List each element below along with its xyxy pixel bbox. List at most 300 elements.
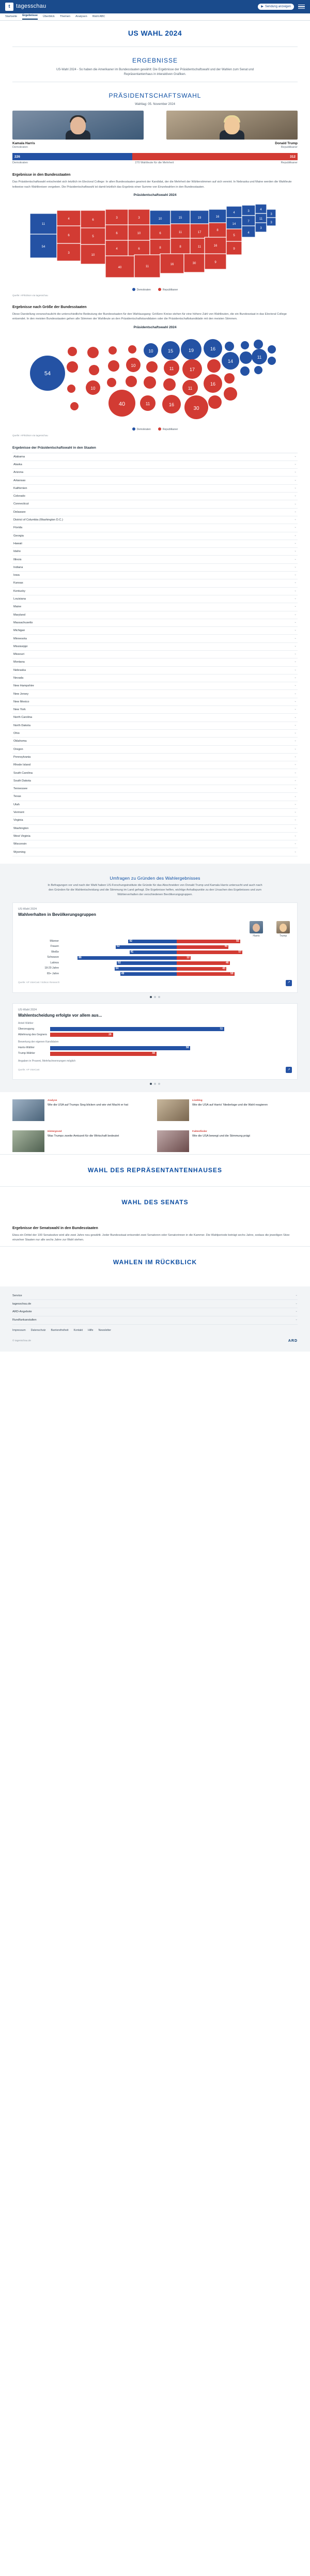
chevron-down-icon[interactable]: ⌄ [295, 1318, 298, 1322]
electoral-bar-rep: 312 [132, 153, 298, 160]
ard-logo: ARD [288, 1339, 298, 1343]
chevron-down-icon[interactable]: ⌄ [294, 850, 297, 853]
nav-item-wahlabc[interactable]: Wahl ABC [92, 14, 105, 18]
chevron-down-icon[interactable]: ⌄ [294, 612, 297, 616]
survey-section [0, 864, 310, 1092]
group-bar-dem-wrap [61, 956, 177, 960]
chevron-down-icon[interactable]: ⌄ [294, 731, 297, 735]
share-icon[interactable]: ↗ [286, 980, 292, 986]
svg-text:4: 4 [233, 211, 235, 214]
nav-item-analysen[interactable]: Analysen [75, 14, 87, 18]
state-name: Alabama [13, 455, 25, 458]
state-list [12, 453, 298, 856]
chevron-down-icon[interactable]: ⌄ [294, 668, 297, 671]
svg-text:11: 11 [145, 265, 149, 268]
footer-row[interactable] [12, 1308, 298, 1316]
state-row[interactable] [12, 714, 298, 722]
svg-text:4: 4 [68, 217, 70, 221]
card-candidate-heads [18, 921, 292, 938]
state-row[interactable] [12, 509, 298, 516]
chevron-down-icon[interactable]: ⌄ [294, 818, 297, 822]
bubble-svg [12, 331, 298, 426]
chevron-down-icon[interactable]: ⌄ [294, 478, 297, 482]
state-name: Iowa [13, 574, 20, 577]
brand[interactable] [5, 3, 46, 11]
teaser-thumbnail [157, 1130, 189, 1152]
bar-fill: 44 [50, 1052, 157, 1056]
group-bar-dem-wrap [61, 940, 177, 943]
state-row[interactable] [12, 540, 298, 548]
group-bar-dem-wrap [61, 967, 177, 971]
chevron-down-icon[interactable]: ⌄ [294, 692, 297, 695]
footer-link[interactable]: Hilfe [88, 1328, 94, 1332]
footer-link[interactable]: Newsletter [98, 1328, 112, 1332]
state-row[interactable] [12, 761, 298, 769]
nav-item-startseite[interactable]: Startseite [5, 14, 18, 18]
chevron-down-icon[interactable]: ⌄ [294, 739, 297, 743]
house-section [0, 1154, 310, 1186]
svg-text:16: 16 [213, 244, 218, 248]
group-bars [61, 972, 292, 976]
chevron-down-icon[interactable]: ⌄ [294, 771, 297, 774]
nav-item-ergebnisse[interactable]: Ergebnisse [22, 14, 38, 20]
chevron-down-icon[interactable]: ⌄ [294, 605, 297, 608]
footer-row[interactable] [12, 1316, 298, 1325]
state-row[interactable] [12, 746, 298, 754]
chevron-down-icon[interactable]: ⌄ [294, 810, 297, 814]
chevron-down-icon[interactable]: ⌄ [294, 684, 297, 687]
chevron-down-icon[interactable]: ⌄ [294, 802, 297, 806]
chevron-down-icon[interactable]: ⌄ [294, 533, 297, 537]
svg-text:17: 17 [189, 367, 195, 373]
state-row[interactable] [12, 627, 298, 635]
group-row [18, 950, 292, 955]
group-row [18, 956, 292, 960]
candidate-party: Demokraten [12, 146, 28, 149]
motivation-chart-1 [18, 1027, 292, 1037]
us-choropleth-map[interactable] [12, 199, 298, 287]
state-name: District of Columbia (Washington D.C.) [13, 518, 63, 522]
card-footer [18, 980, 292, 986]
chevron-down-icon[interactable]: ⌄ [294, 699, 297, 703]
state-name: Vermont [13, 811, 24, 815]
teaser-title: Was Trumps zweite Amtszeit für die Wirtschaft bedeutet [48, 1134, 119, 1138]
chevron-down-icon[interactable]: ⌄ [295, 1293, 298, 1297]
state-row[interactable] [12, 611, 298, 619]
map-title: Ergebnisse in den Bundesstaaten [12, 173, 71, 177]
footer-links [12, 1329, 298, 1333]
logo-icon: t [5, 3, 13, 11]
footer-row[interactable] [12, 1300, 298, 1308]
top-bar [0, 0, 310, 13]
presidential-heading: PRÄSIDENTSCHAFTSWAHL [109, 91, 202, 99]
map-source: Quelle: AP/Edison via tagesschau [12, 294, 48, 297]
video-pill[interactable] [258, 4, 294, 10]
bar-row [18, 1027, 292, 1031]
group-bar-rep-wrap [177, 972, 292, 976]
bar-legend-right: Republikaner [281, 161, 298, 165]
svg-text:10: 10 [90, 386, 96, 391]
state-name: South Dakota [13, 779, 31, 783]
group-bar-rep: 57 [177, 950, 242, 954]
retrospect-section [0, 1246, 310, 1278]
state-name: Nebraska [13, 668, 26, 672]
state-name: Tennessee [13, 787, 28, 791]
state-name: West Virginia [13, 834, 30, 838]
bar-fill: 26 [50, 1033, 113, 1037]
svg-text:17: 17 [197, 231, 202, 234]
group-bars [61, 950, 292, 954]
state-row[interactable] [12, 556, 298, 563]
footer-row-label: Rundfunkanstalten [12, 1318, 37, 1322]
top-bar-right [258, 4, 305, 10]
results-heading: ERGEBNISSE [132, 57, 178, 65]
svg-text:30: 30 [193, 406, 199, 412]
group-row [18, 940, 292, 944]
group-bar-rep-wrap [177, 945, 292, 949]
chevron-down-icon[interactable]: ⌄ [294, 463, 297, 466]
main-nav [0, 13, 310, 21]
svg-text:3: 3 [270, 212, 272, 216]
footer-link[interactable]: Kontakt [73, 1328, 83, 1332]
chevron-down-icon[interactable]: ⌄ [294, 573, 297, 577]
state-name: Delaware [13, 510, 26, 514]
survey-intro: In Befragungen vor und nach der Wahl haben US-Forschungsinstitute die Gründe für das Abschneiden von Donald Trump und Kamala Harris untersucht und auch nach den Gründen für die Wahlentscheidung und die Stimmung im Land gefragt. Die Ergebnisse helfen, wichtige Anhaltspunkte zu den Ursachen des Ergebnisses und zum Wählerverhalten der verschiedenen Bevölkerungsgruppen. [48, 884, 262, 896]
state-name: Illinois [13, 558, 22, 561]
bubble-source: Quelle: AP/Edison via tagesschau [12, 434, 48, 437]
carousel-dots[interactable] [0, 996, 310, 998]
state-row[interactable] [12, 722, 298, 730]
teaser-title: Wie die USA auf Harris' Niederlage und die Wahl reagieren [192, 1103, 268, 1107]
footer-link[interactable]: Barrierefreiheit [51, 1328, 69, 1332]
group-bar-dem-wrap [61, 945, 177, 949]
nav-item-themen[interactable]: Themen [59, 14, 71, 18]
bar-legend-left: Demokraten [12, 161, 28, 165]
chevron-down-icon[interactable]: ⌄ [294, 755, 297, 759]
brand-name: tagesschau [16, 3, 47, 10]
group-bar-rep: 55 [177, 940, 240, 943]
copyright: © tagesschau.de [12, 1339, 32, 1342]
footer-link[interactable]: Impressum [12, 1328, 26, 1332]
svg-text:3: 3 [68, 251, 70, 255]
chevron-down-icon[interactable]: ⌄ [294, 526, 297, 529]
chevron-down-icon[interactable]: ⌄ [295, 1310, 298, 1313]
teaser-item[interactable] [12, 1130, 153, 1152]
teaser-thumbnail [12, 1099, 44, 1121]
state-row[interactable] [12, 564, 298, 572]
state-row[interactable] [12, 658, 298, 666]
chevron-down-icon[interactable]: ⌄ [294, 597, 297, 601]
bubble-legend [0, 427, 310, 432]
state-row[interactable] [12, 500, 298, 508]
share-icon[interactable]: ↗ [286, 1067, 292, 1073]
group-bar-dem: 41 [130, 950, 177, 954]
svg-text:16: 16 [170, 263, 174, 266]
state-name: Ohio [13, 732, 20, 735]
group-bar-dem: 86 [78, 956, 177, 960]
candidate-photo [12, 111, 144, 140]
chevron-down-icon[interactable]: ⌄ [294, 826, 297, 830]
chevron-down-icon[interactable]: ⌄ [294, 763, 297, 766]
state-name: Kalifornien [13, 486, 27, 490]
state-row[interactable] [12, 754, 298, 761]
group-bar-rep: 46 [177, 961, 230, 965]
group-bar-dem: 49 [120, 972, 177, 976]
chevron-down-icon[interactable]: ⌄ [294, 794, 297, 798]
group-bars [61, 940, 292, 943]
results-intro: US-Wahl 2024 - So haben die Amerikaner im Bundesstaaten gewählt: Die Ergebnisse der Präsidentschaftswahl und der Wahlen zum Senat und Repräsentantenhaus in interaktiven Grafiken. [56, 68, 254, 76]
state-name: Nevada [13, 676, 24, 680]
chevron-down-icon[interactable]: ⌄ [294, 557, 297, 561]
chevron-down-icon[interactable]: ⌄ [294, 470, 297, 474]
teaser-item[interactable] [157, 1099, 298, 1121]
bar-row [18, 1052, 292, 1056]
group-bar-rep-wrap [177, 950, 292, 954]
map-svg [12, 199, 298, 287]
chevron-down-icon[interactable]: ⌄ [294, 660, 297, 664]
chevron-down-icon[interactable]: ⌄ [294, 652, 297, 656]
state-row[interactable] [12, 453, 298, 461]
svg-text:3: 3 [247, 209, 250, 213]
presidential-subheading: Wahltag: 05. November 2024 [135, 103, 175, 106]
svg-text:11: 11 [257, 355, 262, 360]
state-row[interactable] [12, 840, 298, 848]
state-row[interactable] [12, 579, 298, 587]
chevron-down-icon[interactable]: ⌄ [294, 510, 297, 513]
state-row[interactable] [12, 588, 298, 595]
svg-text:16: 16 [210, 381, 216, 387]
map-legend [0, 288, 310, 292]
mini-head-trump [276, 921, 290, 938]
mini-head-label: Trump [279, 934, 287, 938]
map-caption: Präsidentschaftswahl 2024 [133, 193, 177, 197]
carousel-dots-2[interactable] [0, 1083, 310, 1085]
chevron-down-icon[interactable]: ⌄ [294, 842, 297, 846]
state-row[interactable] [12, 485, 298, 493]
chevron-down-icon[interactable]: ⌄ [294, 747, 297, 750]
state-row[interactable] [12, 738, 298, 745]
state-name: Kentucky [13, 589, 26, 593]
state-row[interactable] [12, 777, 298, 785]
svg-text:16: 16 [215, 215, 220, 219]
bar-fill: 58 [50, 1046, 190, 1050]
groups-chart [18, 940, 292, 976]
state-name: Georgia [13, 534, 24, 538]
chevron-down-icon[interactable]: ⌄ [295, 1301, 298, 1305]
state-row[interactable] [12, 532, 298, 540]
state-row[interactable] [12, 809, 298, 817]
chevron-down-icon[interactable]: ⌄ [294, 715, 297, 719]
state-row[interactable] [12, 651, 298, 658]
card-footer [18, 1067, 292, 1073]
state-row[interactable] [12, 698, 298, 706]
group-row [18, 945, 292, 949]
chevron-down-icon[interactable]: ⌄ [294, 565, 297, 569]
svg-text:14: 14 [227, 359, 234, 364]
footer-row-label: tagesschau.de [12, 1302, 32, 1306]
teaser-thumbnail [157, 1099, 189, 1121]
footer-row-label: Service [12, 1294, 22, 1297]
svg-text:4: 4 [260, 208, 262, 211]
mini-head-label: Harris [253, 934, 260, 938]
state-row[interactable] [12, 825, 298, 833]
group-bars [61, 945, 292, 949]
state-name: New Jersey [13, 692, 29, 696]
teaser-kicker: Faktenfinder [192, 1130, 207, 1133]
state-row[interactable] [12, 477, 298, 484]
chevron-down-icon[interactable]: ⌄ [294, 486, 297, 489]
state-row[interactable] [12, 690, 298, 698]
chevron-down-icon[interactable]: ⌄ [294, 518, 297, 522]
chevron-down-icon[interactable]: ⌄ [294, 581, 297, 585]
teaser-item[interactable] [12, 1099, 153, 1121]
senate-block-title: Ergebnisse der Senatswahl in den Bundesstaaten [12, 1226, 98, 1230]
state-name: Texas [13, 795, 21, 799]
svg-text:16: 16 [168, 402, 175, 408]
us-bubble-map[interactable] [12, 331, 298, 426]
svg-text:3: 3 [116, 216, 118, 220]
chevron-down-icon[interactable]: ⌄ [294, 644, 297, 648]
state-name: South Carolina [13, 771, 33, 775]
card-kicker: US-Wahl 2024 [18, 907, 37, 911]
footer-link[interactable]: Datenschutz [30, 1328, 46, 1332]
footer-row[interactable] [12, 1292, 298, 1300]
state-row[interactable] [12, 801, 298, 809]
state-row[interactable] [12, 848, 298, 856]
state-name: New York [13, 708, 26, 712]
electoral-bar-dem: 226 [12, 153, 132, 160]
chevron-down-icon[interactable]: ⌄ [294, 454, 297, 458]
motivation-chart-2 [18, 1046, 292, 1056]
state-row[interactable] [12, 706, 298, 714]
state-name: Virginia [13, 819, 23, 822]
card-source: Quelle: AP VoteCast [18, 1068, 40, 1071]
state-row[interactable] [12, 833, 298, 840]
state-name: Arizona [13, 471, 23, 474]
state-row[interactable] [12, 674, 298, 682]
state-row[interactable] [12, 643, 298, 651]
group-label: Schwarze [47, 956, 59, 959]
teaser-row-1 [0, 1092, 310, 1123]
senate-section [0, 1186, 310, 1218]
state-row[interactable] [12, 572, 298, 579]
svg-text:54: 54 [44, 371, 51, 377]
svg-text:11: 11 [41, 222, 45, 226]
state-row[interactable] [12, 817, 298, 824]
group-label: Weiße [51, 950, 59, 954]
chevron-down-icon[interactable]: ⌄ [294, 708, 297, 711]
hamburger-icon[interactable] [298, 5, 305, 9]
nav-item-ueberblick[interactable]: Überblick [42, 14, 55, 18]
svg-text:8: 8 [216, 228, 219, 232]
state-row[interactable] [12, 469, 298, 477]
state-row[interactable] [12, 516, 298, 524]
chevron-down-icon[interactable]: ⌄ [294, 676, 297, 680]
svg-text:40: 40 [118, 401, 126, 408]
group-bar-dem: 54 [115, 967, 177, 971]
chevron-down-icon[interactable]: ⌄ [294, 636, 297, 640]
group-label: Frauen [50, 945, 59, 948]
chevron-down-icon[interactable]: ⌄ [294, 778, 297, 782]
state-name: Wisconsin [13, 842, 27, 846]
state-row[interactable] [12, 667, 298, 674]
group-bar-dem: 52 [117, 961, 177, 965]
state-row[interactable] [12, 493, 298, 500]
svg-text:8: 8 [159, 246, 161, 250]
svg-text:11: 11 [259, 217, 263, 221]
teaser-item[interactable] [157, 1130, 298, 1152]
state-row[interactable] [12, 793, 298, 801]
bar-track [50, 1052, 292, 1056]
page-title: US WAHL 2024 [128, 29, 182, 37]
chevron-down-icon[interactable]: ⌄ [294, 723, 297, 727]
svg-text:11: 11 [169, 366, 174, 372]
teaser-thumbnail [12, 1130, 44, 1152]
bubble-text: Diese Darstellung veranschaulicht die unterschiedliche Bedeutung der Bundesstaaten für den Wahlausgang: Größere Kreise stehen für eine höhere Zahl von Wahlleuten, die ein Bundesstaat in das Electoral College entsendet. In den meisten Bundesstaaten gehen alle Stimmen der Wahlleute an den Präsidentschaftskandidaten oder die Präsidentschaftskandidatin mit den meisten Stimmen. [12, 312, 287, 321]
senate-block-text: Etwa ein Drittel der 100 Senatssitze wird alle zwei Jahre neu gewählt. Jeder Bundesstaat entsendet zwei Senatoren oder Senatorinnen in die Kammer. Die Wahlperiode beträgt sechs Jahre, sodass die jeweiligen Sitze einzelner Staaten nur alle sechs Jahre zur Wahl stehen. [12, 1233, 290, 1242]
chevron-down-icon[interactable]: ⌄ [294, 502, 297, 505]
state-name: Connecticut [13, 502, 29, 506]
teaser-title: Wie die USA auf Trumps Sieg blicken und wie viel Macht er hat [48, 1103, 129, 1107]
group-bar-dem-wrap [61, 972, 177, 976]
footer-bottom [12, 1339, 298, 1344]
chevron-down-icon[interactable]: ⌄ [294, 628, 297, 632]
chevron-down-icon[interactable]: ⌄ [294, 542, 297, 545]
state-row[interactable] [12, 461, 298, 469]
bar-row [18, 1033, 292, 1037]
state-row[interactable] [12, 682, 298, 690]
group-bar-rep-wrap [177, 940, 292, 943]
svg-text:5: 5 [92, 235, 94, 238]
state-row[interactable] [12, 548, 298, 556]
state-row[interactable] [12, 730, 298, 738]
chevron-down-icon[interactable]: ⌄ [294, 494, 297, 498]
group-label: Latinos [50, 961, 59, 964]
state-row[interactable] [12, 769, 298, 777]
chevron-down-icon[interactable]: ⌄ [294, 589, 297, 592]
teaser-kicker: Analyse [48, 1099, 57, 1102]
state-row[interactable] [12, 785, 298, 793]
bar-fill: 72 [50, 1027, 224, 1031]
svg-text:8: 8 [179, 245, 181, 249]
state-row[interactable] [12, 524, 298, 532]
state-name: Oklahoma [13, 740, 27, 743]
state-name: Florida [13, 526, 23, 530]
bar-label: Überzeugung [18, 1027, 35, 1031]
bar-track [50, 1046, 292, 1050]
chevron-down-icon[interactable]: ⌄ [294, 787, 297, 790]
group-bar-rep: 45 [177, 945, 228, 949]
chevron-down-icon[interactable]: ⌄ [294, 549, 297, 553]
teaser-title: Wie die USA bewegt und die Stimmung prägt [192, 1134, 250, 1138]
state-name: Louisiana [13, 597, 26, 601]
state-name: Utah [13, 803, 20, 806]
chevron-down-icon[interactable]: ⌄ [294, 834, 297, 837]
chevron-down-icon[interactable]: ⌄ [294, 620, 297, 624]
state-row[interactable] [12, 635, 298, 642]
state-row[interactable] [12, 619, 298, 627]
candidate-row [0, 108, 310, 150]
card-kicker: US-Wahl 2024 [18, 1008, 37, 1011]
state-row[interactable] [12, 603, 298, 611]
group-label: 18-29 Jahre [44, 967, 59, 970]
svg-text:15: 15 [167, 348, 174, 354]
state-row[interactable] [12, 595, 298, 603]
state-name: Maine [13, 605, 22, 609]
bar-track [50, 1033, 292, 1037]
svg-text:10: 10 [91, 253, 95, 257]
survey-heading: Umfragen zu Gründen des Wahlergebnisses [110, 875, 200, 881]
